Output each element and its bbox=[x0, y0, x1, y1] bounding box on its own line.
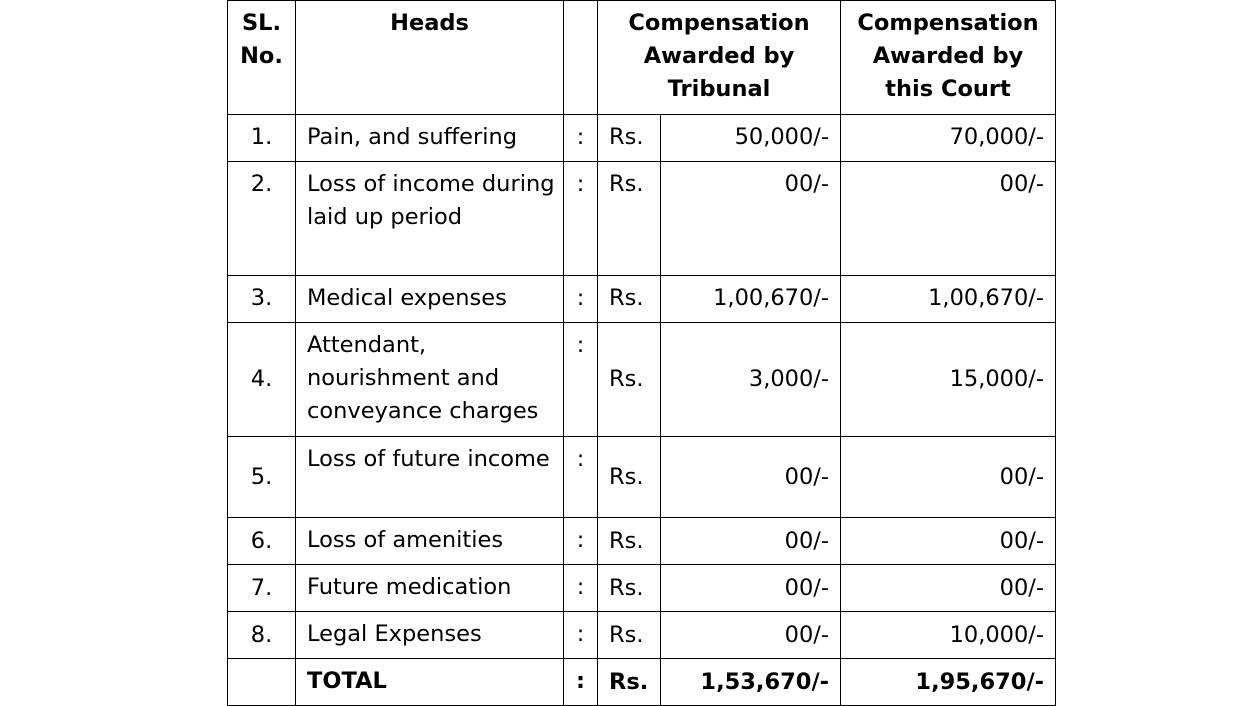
table-row bbox=[228, 518, 1056, 565]
row-currency: Rs. bbox=[598, 276, 661, 323]
table-row bbox=[228, 276, 1056, 323]
table-row bbox=[228, 437, 1056, 518]
row-tribunal-amount: 50,000/- bbox=[661, 115, 841, 162]
row-head: Loss of income during laid up period bbox=[296, 162, 564, 276]
row-currency: Rs. bbox=[598, 323, 661, 437]
row-court-amount: 70,000/- bbox=[841, 115, 1056, 162]
row-colon: : bbox=[564, 276, 598, 323]
total-court-amount: 1,95,670/- bbox=[841, 659, 1056, 706]
header-row bbox=[228, 1, 1056, 115]
row-sl-no: 8. bbox=[228, 612, 296, 659]
row-colon: : bbox=[564, 612, 598, 659]
row-colon: : bbox=[564, 323, 598, 437]
total-label: TOTAL bbox=[296, 659, 564, 706]
row-tribunal-amount: 00/- bbox=[661, 612, 841, 659]
row-colon: : bbox=[564, 115, 598, 162]
row-currency: Rs. bbox=[598, 115, 661, 162]
row-tribunal-amount: 00/- bbox=[661, 518, 841, 565]
row-currency: Rs. bbox=[598, 518, 661, 565]
table-row bbox=[228, 162, 1056, 276]
table-row bbox=[228, 323, 1056, 437]
row-colon: : bbox=[564, 162, 598, 276]
header-court: Compensation Awarded by this Court bbox=[841, 1, 1056, 115]
header-tribunal: Compensation Awarded by Tribunal bbox=[598, 1, 841, 115]
row-court-amount: 00/- bbox=[841, 518, 1056, 565]
row-colon: : bbox=[564, 565, 598, 612]
table-row bbox=[228, 115, 1056, 162]
total-sl-no-empty bbox=[228, 659, 296, 706]
row-sl-no: 2. bbox=[228, 162, 296, 276]
total-colon: : bbox=[564, 659, 598, 706]
header-colon-spacer bbox=[564, 1, 598, 115]
row-currency: Rs. bbox=[598, 162, 661, 276]
row-head: Loss of future income bbox=[296, 437, 564, 518]
row-colon: : bbox=[564, 518, 598, 565]
table-row bbox=[228, 565, 1056, 612]
row-sl-no: 1. bbox=[228, 115, 296, 162]
header-heads: Heads bbox=[296, 1, 564, 115]
row-sl-no: 6. bbox=[228, 518, 296, 565]
row-tribunal-amount: 00/- bbox=[661, 162, 841, 276]
row-colon: : bbox=[564, 437, 598, 518]
row-tribunal-amount: 00/- bbox=[661, 565, 841, 612]
row-sl-no: 3. bbox=[228, 276, 296, 323]
row-currency: Rs. bbox=[598, 565, 661, 612]
row-court-amount: 00/- bbox=[841, 162, 1056, 276]
row-sl-no: 5. bbox=[228, 437, 296, 518]
row-head: Future medication bbox=[296, 565, 564, 612]
header-sl-no: SL. No. bbox=[228, 1, 296, 115]
row-tribunal-amount: 00/- bbox=[661, 437, 841, 518]
row-head: Loss of amenities bbox=[296, 518, 564, 565]
row-tribunal-amount: 1,00,670/- bbox=[661, 276, 841, 323]
row-court-amount: 00/- bbox=[841, 437, 1056, 518]
row-head: Pain, and suffering bbox=[296, 115, 564, 162]
row-sl-no: 7. bbox=[228, 565, 296, 612]
total-row bbox=[228, 659, 1056, 706]
row-tribunal-amount: 3,000/- bbox=[661, 323, 841, 437]
row-head: Legal Expenses bbox=[296, 612, 564, 659]
row-court-amount: 1,00,670/- bbox=[841, 276, 1056, 323]
row-court-amount: 00/- bbox=[841, 565, 1056, 612]
row-head: Attendant, nourishment and conveyance charges bbox=[296, 323, 564, 437]
row-head: Medical expenses bbox=[296, 276, 564, 323]
total-tribunal-amount: 1,53,670/- bbox=[661, 659, 841, 706]
row-sl-no: 4. bbox=[228, 323, 296, 437]
row-currency: Rs. bbox=[598, 612, 661, 659]
total-currency: Rs. bbox=[598, 659, 661, 706]
compensation-table bbox=[227, 0, 1056, 706]
row-court-amount: 15,000/- bbox=[841, 323, 1056, 437]
row-court-amount: 10,000/- bbox=[841, 612, 1056, 659]
row-currency: Rs. bbox=[598, 437, 661, 518]
table-row bbox=[228, 612, 1056, 659]
